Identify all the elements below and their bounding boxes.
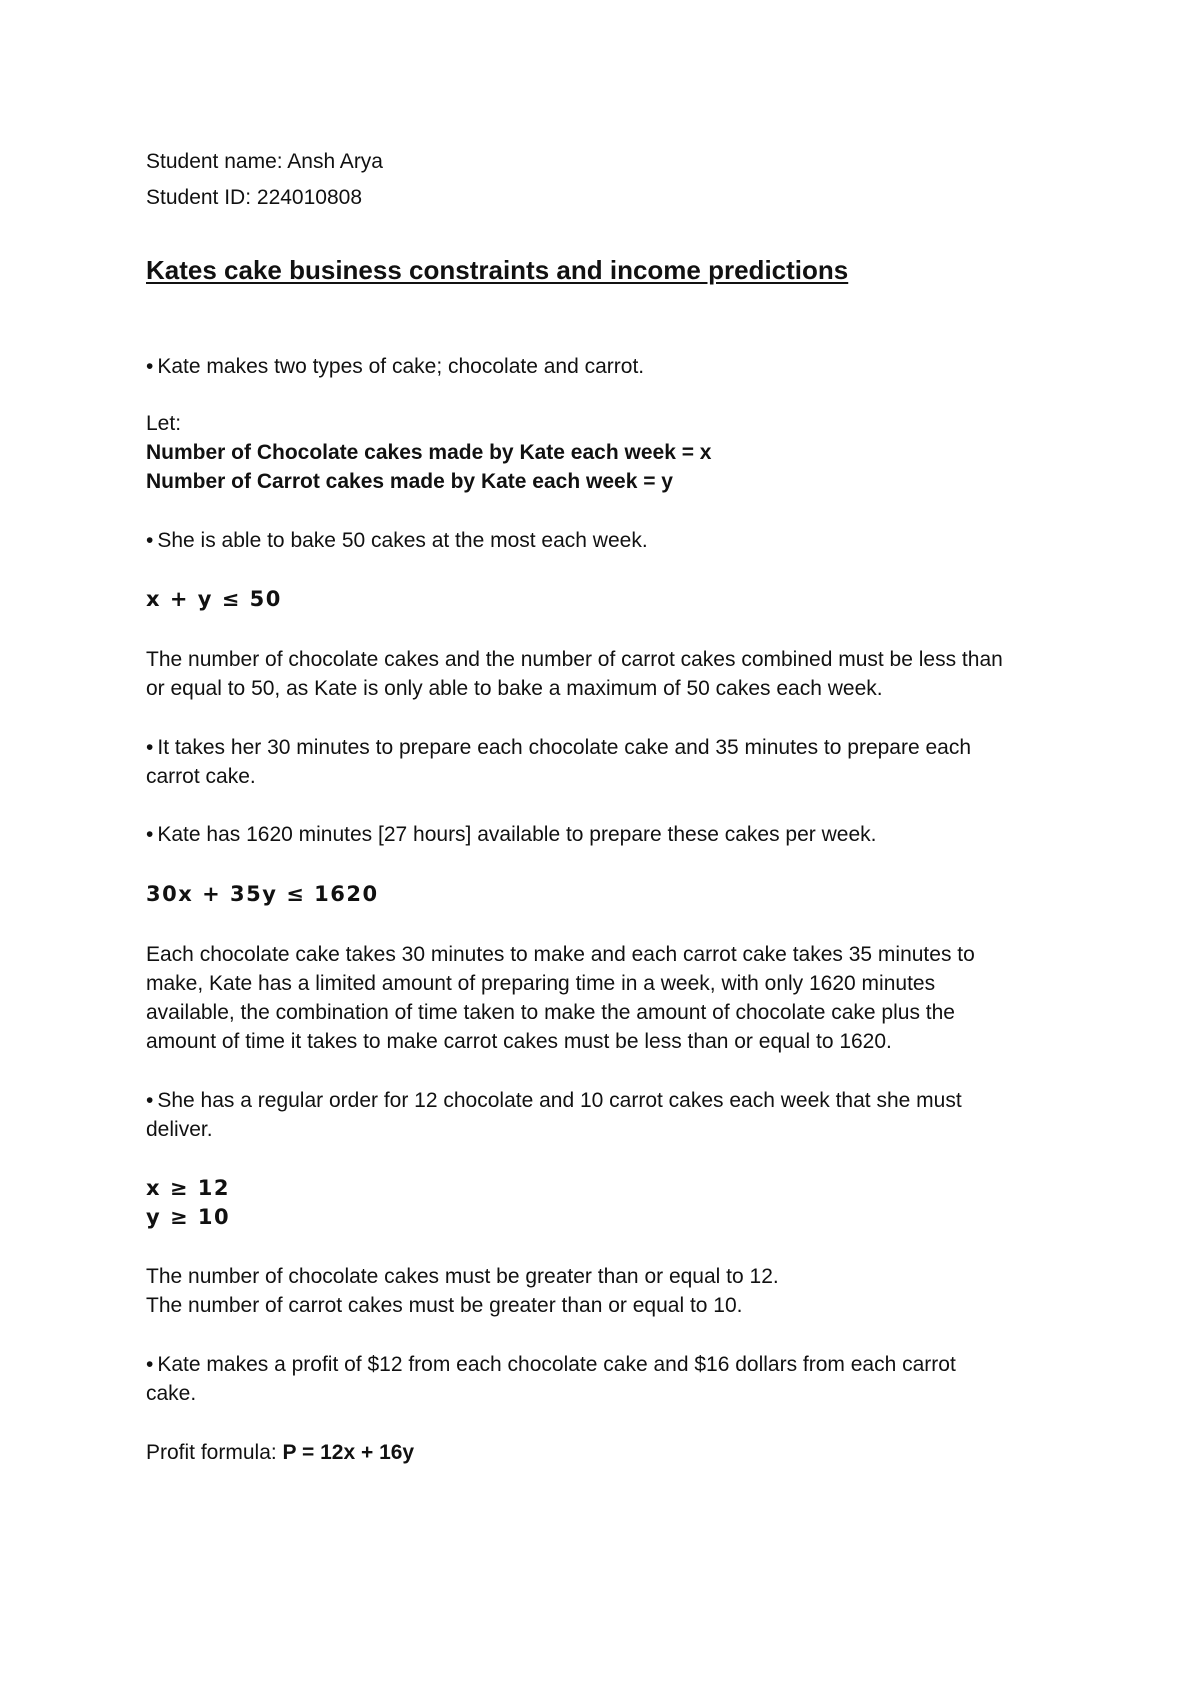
time-explanation-line-4: amount of time it takes to make carrot cakes must be less than or equal to 1620. (146, 1030, 892, 1053)
inequality-min-chocolate: x ≥ 12 (146, 1176, 230, 1200)
bullet-icon: • (146, 1089, 154, 1112)
capacity-explanation-line-2: or equal to 50, as Kate is only able to bake a maximum of 50 cakes each week. (146, 677, 883, 700)
profit-formula-label: Profit formula: (146, 1441, 283, 1464)
student-id: Student ID: 224010808 (146, 186, 363, 209)
variable-y-definition: Number of Carrot cakes made by Kate each week = y (146, 470, 673, 493)
bullet-regular-order-line-1 (146, 1086, 962, 1115)
bullet-available-minutes (146, 820, 876, 849)
inequality-min-carrot: y ≥ 10 (146, 1205, 231, 1229)
bullet-prep-time-line-2: carrot cake. (146, 765, 256, 788)
bullet-cake-types (146, 352, 644, 381)
let-label: Let: (146, 412, 182, 435)
student-name: Student name: Ansh Arya (146, 150, 383, 173)
bullet-icon: • (146, 823, 154, 846)
bullet-prep-time-line-1 (146, 733, 971, 762)
bullet-profit-line-2: cake. (146, 1382, 197, 1405)
bullet-capacity (146, 526, 648, 555)
bullet-icon: • (146, 1353, 154, 1376)
bullet-text: Kate has 1620 minutes [27 hours] available to prepare these cakes per week. (157, 823, 877, 846)
bullet-icon: • (146, 355, 154, 378)
bullet-text: She is able to bake 50 cakes at the most each week. (157, 529, 648, 552)
time-explanation-line-3: available, the combination of time taken to make the amount of chocolate cake plus the (146, 1001, 955, 1024)
bullet-regular-order-line-2: deliver. (146, 1118, 213, 1141)
bullet-profit-line-1 (146, 1350, 956, 1379)
bullet-text: It takes her 30 minutes to prepare each chocolate cake and 35 minutes to prepare each (157, 736, 972, 759)
page-title: Kates cake business constraints and income predictions (146, 255, 849, 285)
variable-x-definition: Number of Chocolate cakes made by Kate each week = x (146, 441, 712, 464)
inequality-capacity: x + y ≤ 50 (146, 587, 282, 611)
bullet-text: Kate makes two types of cake; chocolate and carrot. (157, 355, 645, 378)
capacity-explanation-line-1: The number of chocolate cakes and the number of carrot cakes combined must be less than (146, 648, 1003, 671)
bullet-text: Kate makes a profit of $12 from each chocolate cake and $16 dollars from each carrot (157, 1353, 956, 1376)
time-explanation-line-1: Each chocolate cake takes 30 minutes to make and each carrot cake takes 35 minutes to (146, 943, 975, 966)
profit-formula-line (146, 1438, 414, 1467)
order-explanation-line-1: The number of chocolate cakes must be greater than or equal to 12. (146, 1265, 779, 1288)
bullet-icon: • (146, 529, 154, 552)
profit-formula: P = 12x + 16y (282, 1441, 415, 1464)
bullet-text: She has a regular order for 12 chocolate and 10 carrot cakes each week that she must (157, 1089, 962, 1112)
order-explanation-line-2: The number of carrot cakes must be greater than or equal to 10. (146, 1294, 743, 1317)
bullet-icon: • (146, 736, 154, 759)
inequality-time: 30x + 35y ≤ 1620 (146, 882, 379, 906)
time-explanation-line-2: make, Kate has a limited amount of preparing time in a week, with only 1620 minutes (146, 972, 936, 995)
